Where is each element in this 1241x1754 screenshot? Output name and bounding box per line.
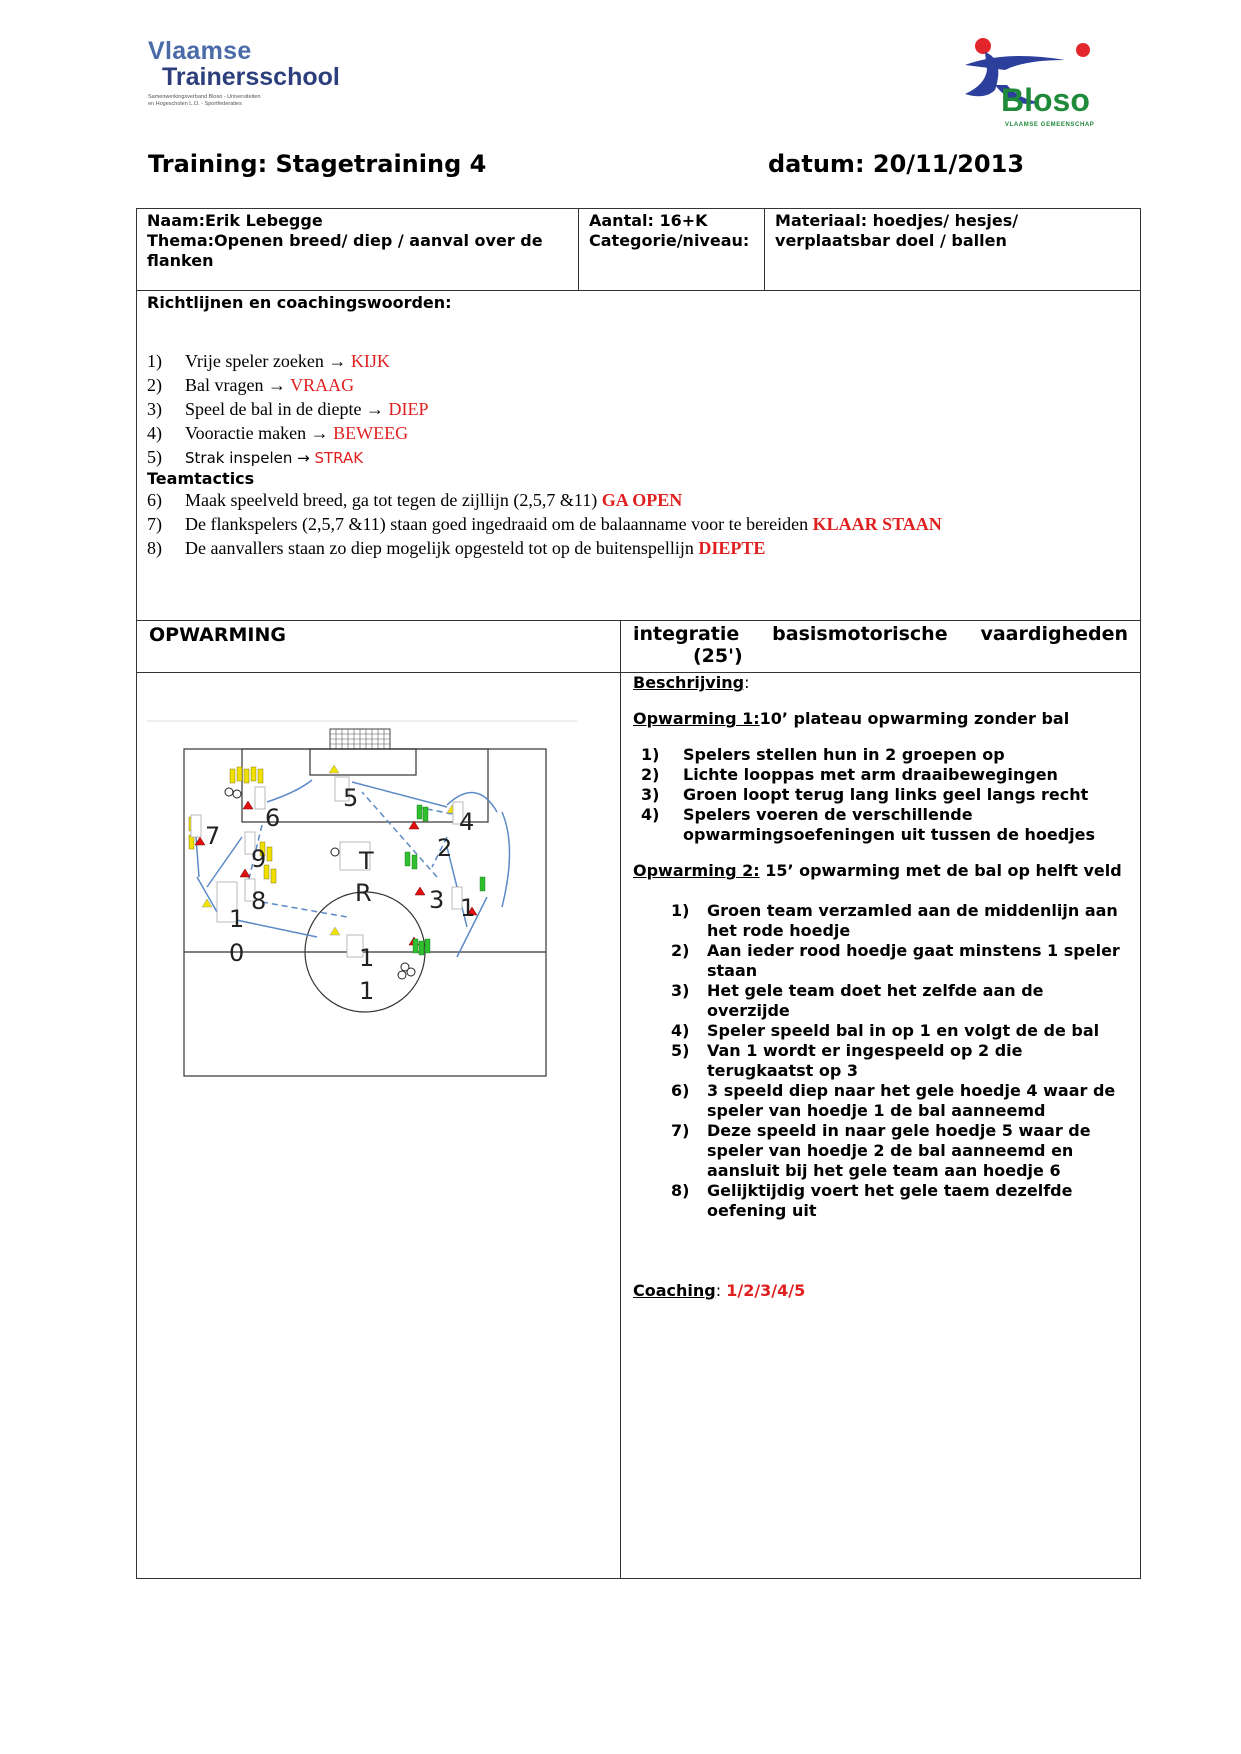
list-item: 8) Gelijktijdig voert het gele taem dezelfde oefening uit bbox=[671, 1181, 1073, 1220]
coaching-words-list bbox=[147, 349, 1130, 470]
training-title: Training: Stagetraining 4 bbox=[148, 150, 487, 178]
list-item: 2) Lichte looppas met arm draaibewegingen bbox=[641, 765, 1058, 784]
ball-icon bbox=[233, 790, 241, 798]
opwarming-1-heading: Opwarming 1:10’ plateau opwarming zonder bal bbox=[633, 709, 1070, 728]
position-2: 2 bbox=[437, 834, 453, 862]
thema: Thema:Openen breed/ diep / aanval over de flanken bbox=[147, 231, 543, 270]
vlaamse-trainersschool-logo bbox=[148, 38, 348, 108]
ball-icon bbox=[398, 971, 406, 979]
list-item: 8) De aanvallers staan zo diep mogelijk opgesteld tot op de buitenspellijn DIEPTE bbox=[147, 538, 766, 558]
integratie-title-cell bbox=[621, 621, 1141, 673]
position-10-top: 1 bbox=[229, 905, 245, 933]
position-11-top: 1 bbox=[359, 944, 375, 972]
position-7: 7 bbox=[205, 822, 221, 850]
ball-icon bbox=[225, 788, 233, 796]
list-item: 2) Bal vragen → VRAAG bbox=[147, 375, 355, 395]
list-item: 4) Spelers voeren de verschillende opwarmingsoefeningen uit tussen de hoedjes bbox=[641, 805, 1096, 844]
list-item: 1) Groen team verzamled aan de middenlijn aan het rode hoedje bbox=[671, 901, 1118, 940]
teamtactics-heading: Teamtactics bbox=[147, 469, 255, 488]
logo-line-2: Trainersschool bbox=[162, 63, 340, 91]
list-item: 5) Van 1 wordt er ingespeeld op 2 die terugkaatst op 3 bbox=[671, 1041, 1023, 1080]
logo-sub-line-1: Samenwerkingsverband Bloso - Universiteiten bbox=[148, 94, 261, 100]
list-item: 3) Speel de bal in de diepte → DIEP bbox=[147, 399, 429, 419]
list-item: 2) Aan ieder rood hoedje gaat minstens 1 speler staan bbox=[671, 941, 1120, 980]
logo-subtitle bbox=[148, 94, 348, 108]
beschrijving-heading: Beschrijving: bbox=[633, 673, 750, 692]
materiaal: Materiaal: hoedjes/ hesjes/ verplaatsbar doel / ballen bbox=[775, 211, 1019, 250]
naam-cell bbox=[137, 209, 579, 291]
bloso-word: Bloso bbox=[1001, 82, 1090, 118]
integratie-title: integratie basismotorische vaardigheden bbox=[633, 623, 1129, 645]
opwarming-2-heading: Opwarming 2: 15’ opwarming met de bal op helft veld bbox=[633, 861, 1122, 880]
opwarming-1-list bbox=[633, 745, 1128, 845]
teamtactics-list bbox=[147, 488, 1130, 560]
position-8: 8 bbox=[251, 887, 267, 915]
coaching-line: Coaching: 1/2/3/4/5 bbox=[633, 1281, 806, 1300]
opwarming-2-list bbox=[633, 901, 1128, 1221]
list-item: 6) Maak speelveld breed, ga tot tegen de zijllijn (2,5,7 &11) GA OPEN bbox=[147, 490, 683, 510]
opwarming-title: OPWARMING bbox=[149, 624, 286, 646]
integratie-time: (25') bbox=[693, 645, 743, 667]
list-item: 7) De flankspelers (2,5,7 &11) staan goed ingedraaid om de balaanname voor te bereiden KLAAR STAAN bbox=[147, 514, 942, 534]
list-item: 4) Speler speeld bal in op 1 en volgt de de bal bbox=[671, 1021, 1100, 1040]
list-item: 3) Het gele team doet het zelfde aan de overzijde bbox=[671, 981, 1044, 1020]
position-1: 1 bbox=[460, 894, 476, 922]
training-date: datum: 20/11/2013 bbox=[768, 150, 1025, 178]
richtlijnen-cell bbox=[137, 291, 1141, 621]
richtlijnen-heading: Richtlijnen en coachingswoorden: bbox=[147, 293, 452, 312]
list-item: 5) Strak inspelen → STRAK bbox=[147, 447, 364, 467]
list-item: 3) Groen loopt terug lang links geel langs recht bbox=[641, 785, 1089, 804]
naam: Naam:Erik Lebegge bbox=[147, 211, 323, 230]
position-9: 9 bbox=[251, 845, 267, 873]
diagram-cell bbox=[137, 673, 621, 1579]
list-item: 7) Deze speeld in naar gele hoedje 5 waar de speler van hoedje 2 de bal aanneemd en aansluit bij het gele team aan hoedje 6 bbox=[671, 1121, 1091, 1180]
pitch-diagram bbox=[147, 717, 577, 1117]
aantal-cell bbox=[579, 209, 765, 291]
list-item: 1) Vrije speler zoeken → KIJK bbox=[147, 351, 390, 371]
list-item: 1) Spelers stellen hun in 2 groepen op bbox=[641, 745, 1005, 764]
ball-icon bbox=[331, 848, 339, 856]
logo-line-1: Vlaamse bbox=[148, 37, 252, 65]
position-5: 5 bbox=[343, 784, 359, 812]
bloso-subtitle: VLAAMSE GEMEENSCHAP bbox=[1005, 122, 1095, 128]
position-10-bottom: 0 bbox=[229, 939, 245, 967]
categorie: Categorie/niveau: bbox=[589, 231, 750, 250]
opwarming-title-cell bbox=[137, 621, 621, 673]
list-item: 4) Vooractie maken → BEWEEG bbox=[147, 423, 409, 443]
position-6: 6 bbox=[265, 804, 281, 832]
trainer-r: R bbox=[355, 879, 372, 907]
training-form bbox=[136, 208, 1141, 1579]
description-cell bbox=[621, 673, 1141, 1579]
position-4: 4 bbox=[459, 808, 475, 836]
trainer-t: T bbox=[359, 847, 374, 875]
aantal: Aantal: 16+K bbox=[589, 211, 708, 230]
position-11-bottom: 1 bbox=[359, 977, 375, 1005]
materiaal-cell bbox=[765, 209, 1141, 291]
list-item: 6) 3 speeld diep naar het gele hoedje 4 waar de speler van hoedje 1 de bal aanneemd bbox=[671, 1081, 1116, 1120]
logo-sub-line-2: en Hogescholen L.O. - Sportfederaties bbox=[148, 101, 242, 107]
ball-icon bbox=[407, 968, 415, 976]
position-3: 3 bbox=[429, 886, 445, 914]
bloso-logo bbox=[945, 30, 1125, 135]
